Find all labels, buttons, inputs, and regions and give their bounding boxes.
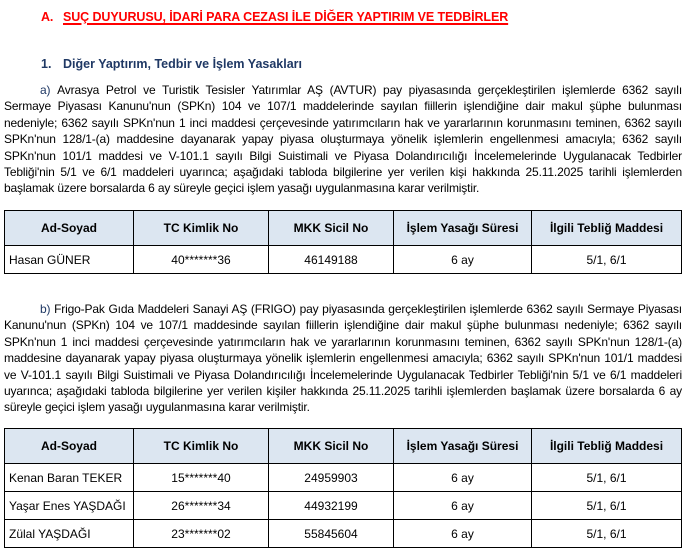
cell-tc: 23*******02 xyxy=(134,520,269,548)
item-marker: a) xyxy=(40,83,51,97)
cell-duration: 6 ay xyxy=(394,520,532,548)
cell-mkk: 46149188 xyxy=(269,246,394,274)
section-number: A. xyxy=(41,10,54,24)
table-row xyxy=(5,520,682,548)
column-header-tc: TC Kimlik No xyxy=(134,211,269,246)
cell-mkk: 24959903 xyxy=(269,464,394,492)
subsection-heading xyxy=(41,57,302,71)
paragraph-text: Avrasya Petrol ve Turistik Tesisler Yatırımlar AŞ (AVTUR) pay piyasasında gerçekleştirilen işlemlerde 6362 sayılı Sermaye Piyasası Kanunu'nun (SPKn) 104 ve 107/1 maddelerinde sayılan fiillerin işlendiğine dair makul şüphe bulunması nedeniyle; 6362 sayılı SPKn'nun 1 inci maddesi çerçevesinde yatırımcıların hak ve yararlarının korunmasını teminen, 6362 sayılı SPKn'nun 128/1-(a) maddesine dayanarak yapay piyasa oluşturmaya yönelik işlemlerin engellenmesi amacıyla; 6362 sayılı SPKn'nun 101/1 maddesi ve V-101.1 sayılı Bilgi Suistimali ve Piyasa Dolandırıcılığı İncelemelerinde Uygulanacak Tedbirler Tebliği'nin 5/1 ve 6/1 maddeleri uyarınca; aşağıdaki tabloda bilgilerine yer verilen kişi hakkında 25.11.2025 tarihli işlemlerden başlamak üzere borsalarda 6 ay süreyle geçici işlem yasağı uygulanmasına karar verilmiştir. xyxy=(4,83,682,196)
column-header-articles: İlgili Tebliğ Maddesi xyxy=(532,429,682,464)
trading-ban-table-frigo xyxy=(4,428,682,548)
cell-tc: 26*******34 xyxy=(134,492,269,520)
table-header-row xyxy=(5,429,682,464)
column-header-duration: İşlem Yasağı Süresi xyxy=(394,429,532,464)
section-heading xyxy=(41,10,508,24)
cell-mkk: 44932199 xyxy=(269,492,394,520)
subsection-title: Diğer Yaptırım, Tedbir ve İşlem Yasakları xyxy=(63,57,303,71)
cell-articles: 5/1, 6/1 xyxy=(532,246,682,274)
subsection-number: 1. xyxy=(41,57,52,71)
cell-duration: 6 ay xyxy=(394,464,532,492)
cell-name: Kenan Baran TEKER xyxy=(5,464,134,492)
cell-name: Yaşar Enes YAŞDAĞI xyxy=(5,492,134,520)
paragraph-item-a xyxy=(4,82,682,197)
column-header-name: Ad-Soyad xyxy=(5,429,134,464)
cell-name: Hasan GÜNER xyxy=(5,246,134,274)
table-row xyxy=(5,246,682,274)
table-row xyxy=(5,492,682,520)
column-header-name: Ad-Soyad xyxy=(5,211,134,246)
cell-tc: 40*******36 xyxy=(134,246,269,274)
column-header-tc: TC Kimlik No xyxy=(134,429,269,464)
trading-ban-table-avtur xyxy=(4,210,682,274)
cell-duration: 6 ay xyxy=(394,492,532,520)
cell-articles: 5/1, 6/1 xyxy=(532,464,682,492)
section-title: SUÇ DUYURUSU, İDARİ PARA CEZASI İLE DİĞER YAPTIRIM VE TEDBİRLER xyxy=(63,10,509,24)
column-header-mkk: MKK Sicil No xyxy=(269,211,394,246)
paragraph-text: Frigo-Pak Gıda Maddeleri Sanayi AŞ (FRIGO) pay piyasasında gerçekleştirilen işlemlerde 6362 sayılı Sermaye Piyasası Kanunu'nun (SPKn) 104 ve 107/1 maddesinde sayılan fiillerin işlendiğine dair makul şüphe bulunması nedeniyle; 6362 sayılı SPKn'nun 1 inci maddesi çerçevesinde yatırımcıların hak ve yararlarının korunmasını teminen, 6362 sayılı SPKn'nun 128/1-(a) maddesine dayanarak yapay piyasa oluşturmaya yönelik işlemlerin engellenmesi amacıyla; 6362 sayılı SPKn'nun 101/1 maddesi ve V-101.1 sayılı Bilgi Suistimali ve Piyasa Dolandırıcılığı İncelemelerinde Uygulanacak Tedbirler Tebliği'nin 5/1 ve 6/1 maddeleri uyarınca; aşağıdaki tabloda bilgilerine yer verilen kişiler hakkında 25.11.2025 tarihli işlemlerden başlamak üzere borsalarda 6 ay süreyle geçici işlem yasağı uygulanmasına karar verilmiştir. xyxy=(4,302,682,415)
paragraph-item-b xyxy=(4,301,682,416)
cell-mkk: 55845604 xyxy=(269,520,394,548)
cell-name: Zülal YAŞDAĞI xyxy=(5,520,134,548)
column-header-mkk: MKK Sicil No xyxy=(269,429,394,464)
column-header-duration: İşlem Yasağı Süresi xyxy=(394,211,532,246)
column-header-articles: İlgili Tebliğ Maddesi xyxy=(532,211,682,246)
item-marker: b) xyxy=(40,302,51,316)
cell-articles: 5/1, 6/1 xyxy=(532,492,682,520)
cell-tc: 15*******40 xyxy=(134,464,269,492)
cell-duration: 6 ay xyxy=(394,246,532,274)
table-header-row xyxy=(5,211,682,246)
table-row xyxy=(5,464,682,492)
cell-articles: 5/1, 6/1 xyxy=(532,520,682,548)
